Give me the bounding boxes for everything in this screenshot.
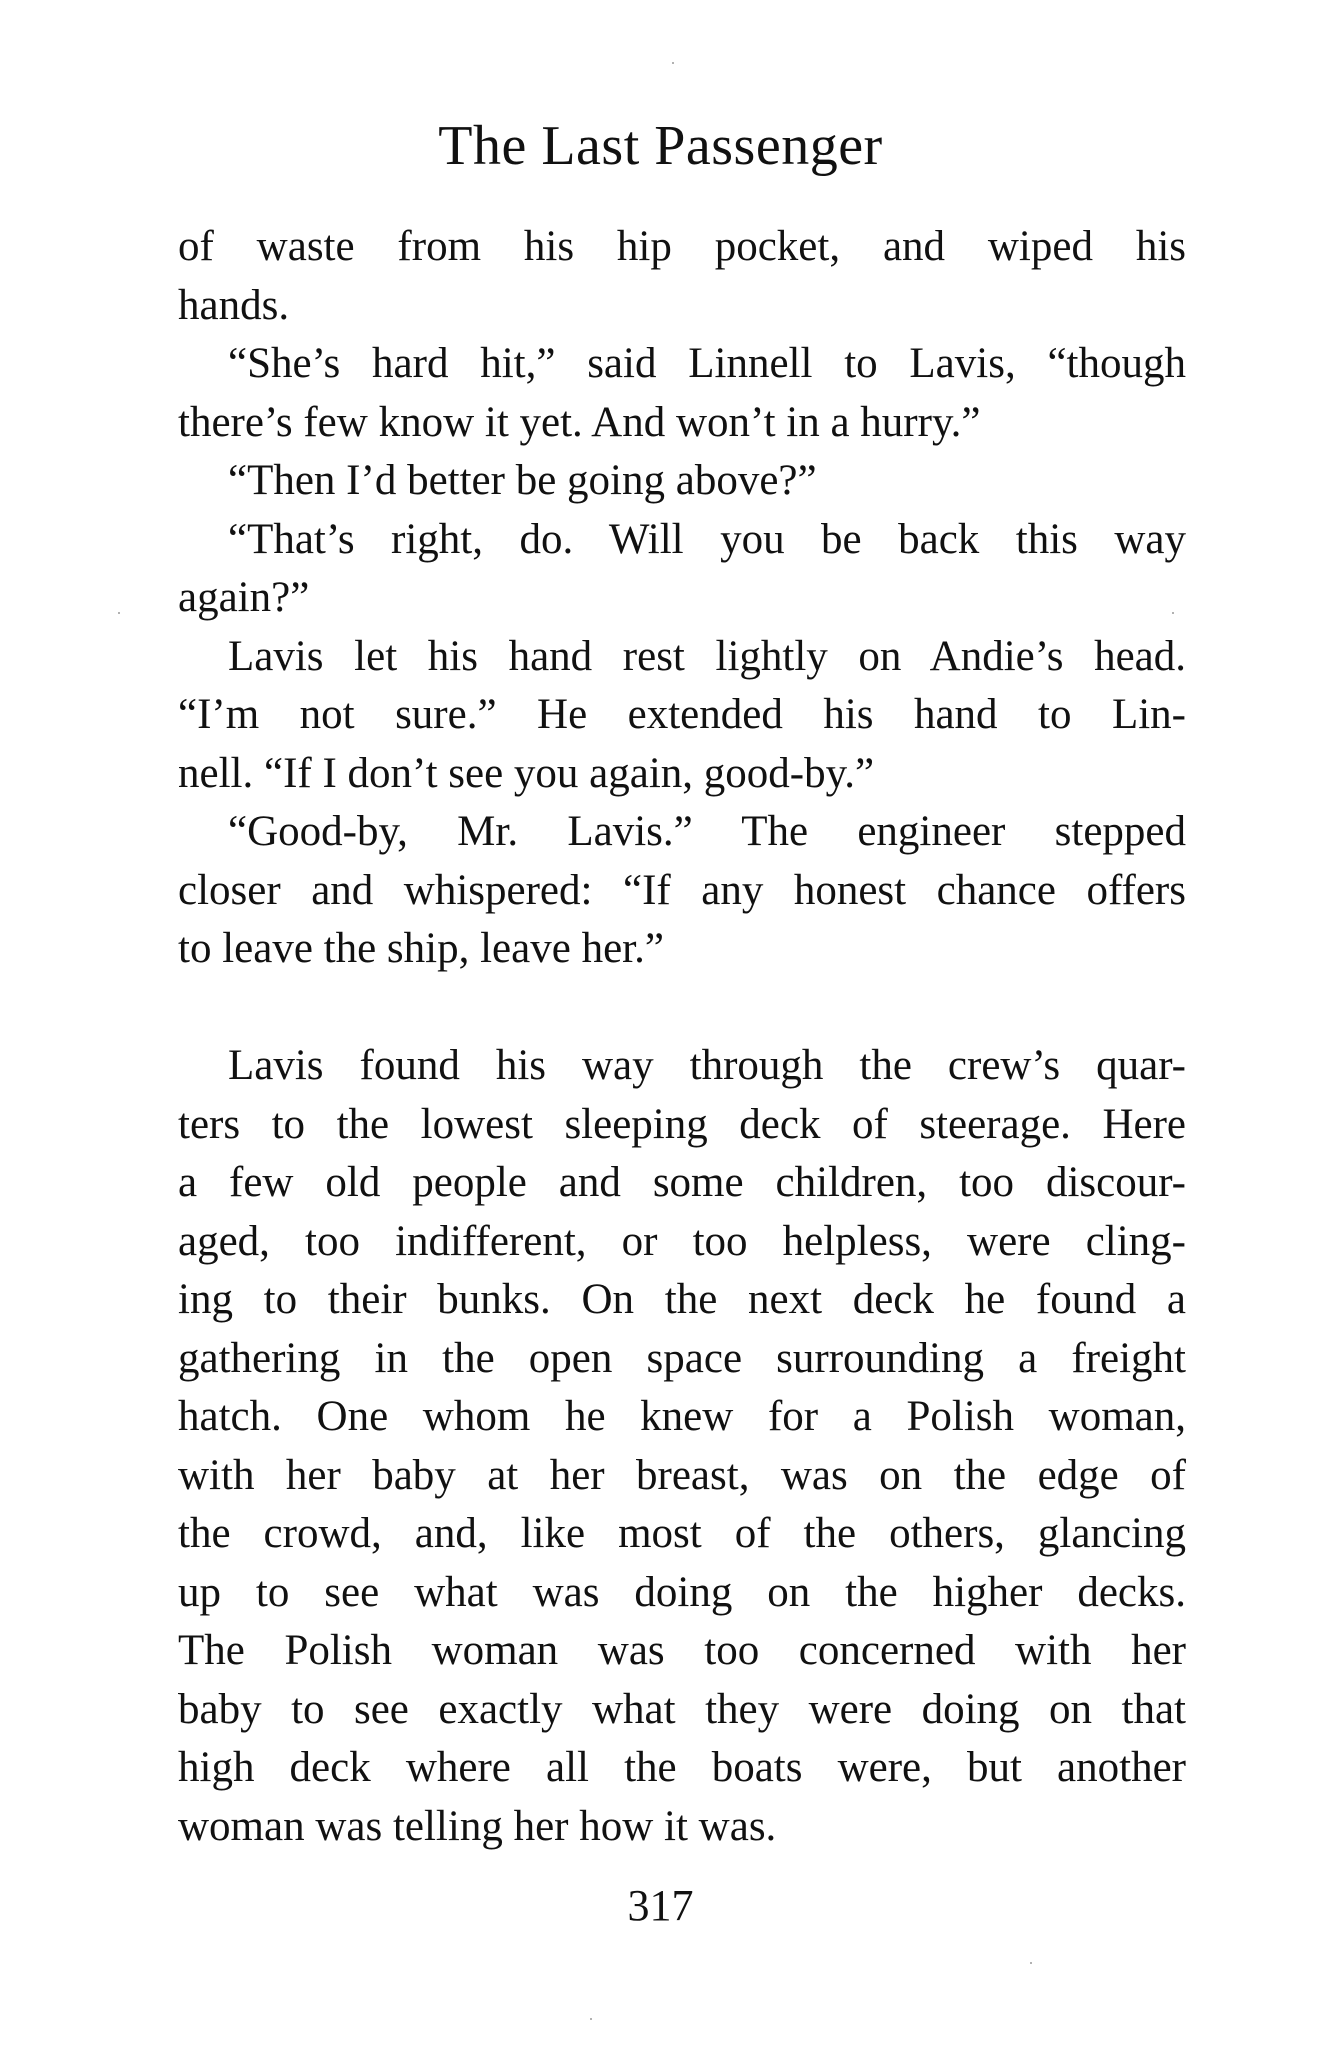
text-line: ters to the lowest sleeping deck of steerage. Here bbox=[178, 1100, 1186, 1148]
paper-speck bbox=[1030, 1962, 1032, 1964]
text-line: the crowd, and, like most of the others, glancing bbox=[178, 1510, 1186, 1557]
page-number: 317 bbox=[627, 1881, 694, 1930]
paragraph bbox=[178, 803, 1186, 979]
text-line: “She’s hard hit,” said Linnell to Lavis, “though bbox=[228, 340, 1186, 387]
text-line: high deck where all the boats were, but another bbox=[178, 1744, 1186, 1791]
paper-speck bbox=[590, 2018, 592, 2020]
text-line: “Then I’d better be going above?” bbox=[228, 457, 817, 504]
running-head: The Last Passenger bbox=[438, 115, 883, 177]
paper-speck bbox=[672, 62, 674, 64]
text-line: woman was telling her how it was. bbox=[178, 1802, 777, 1850]
paper-speck bbox=[1172, 612, 1174, 614]
paragraph bbox=[178, 335, 1186, 452]
text-line: up to see what was doing on the higher decks. bbox=[178, 1568, 1186, 1616]
text-line: The Polish woman was too concerned with her bbox=[178, 1627, 1186, 1674]
text-line: “Good-by, Mr. Lavis.” The engineer stepped bbox=[228, 808, 1186, 855]
text-line: “I’m not sure.” He extended his hand to Lin- bbox=[178, 691, 1186, 738]
text-line: closer and whispered: “If any honest chance offers bbox=[178, 866, 1186, 914]
text-line: baby to see exactly what they were doing on that bbox=[178, 1685, 1186, 1733]
text-line: aged, too indifferent, or too helpless, were cling- bbox=[178, 1217, 1186, 1265]
text-line: gathering in the open space surrounding a freight bbox=[178, 1334, 1186, 1382]
text-line: nell. “If I don’t see you again, good-by.” bbox=[178, 749, 875, 797]
section-break bbox=[178, 979, 1186, 1038]
paragraph bbox=[178, 1037, 1186, 1856]
text-line: of waste from his hip pocket, and wiped his bbox=[178, 223, 1186, 270]
text-line: Lavis found his way through the crew’s quar- bbox=[228, 1042, 1186, 1089]
text-line: a few old people and some children, too discour- bbox=[178, 1159, 1186, 1206]
paragraph bbox=[178, 511, 1186, 628]
text-line: Lavis let his hand rest lightly on Andie’s head. bbox=[228, 632, 1186, 680]
paragraph bbox=[178, 218, 1186, 335]
paragraph bbox=[178, 452, 1186, 511]
body-text bbox=[178, 218, 1186, 1856]
paragraph bbox=[178, 628, 1186, 804]
text-line: again?” bbox=[178, 574, 310, 621]
text-line: ing to their bunks. On the next deck he found a bbox=[178, 1276, 1186, 1323]
text-line: hatch. One whom he knew for a Polish woman, bbox=[178, 1393, 1186, 1440]
text-line: hands. bbox=[178, 281, 290, 329]
text-line: to leave the ship, leave her.” bbox=[178, 925, 664, 972]
paper-speck bbox=[118, 612, 120, 614]
text-line: “That’s right, do. Will you be back this way bbox=[228, 515, 1186, 563]
text-line: with her baby at her breast, was on the edge of bbox=[178, 1451, 1186, 1499]
text-line: there’s few know it yet. And won’t in a hurry.” bbox=[178, 398, 981, 446]
